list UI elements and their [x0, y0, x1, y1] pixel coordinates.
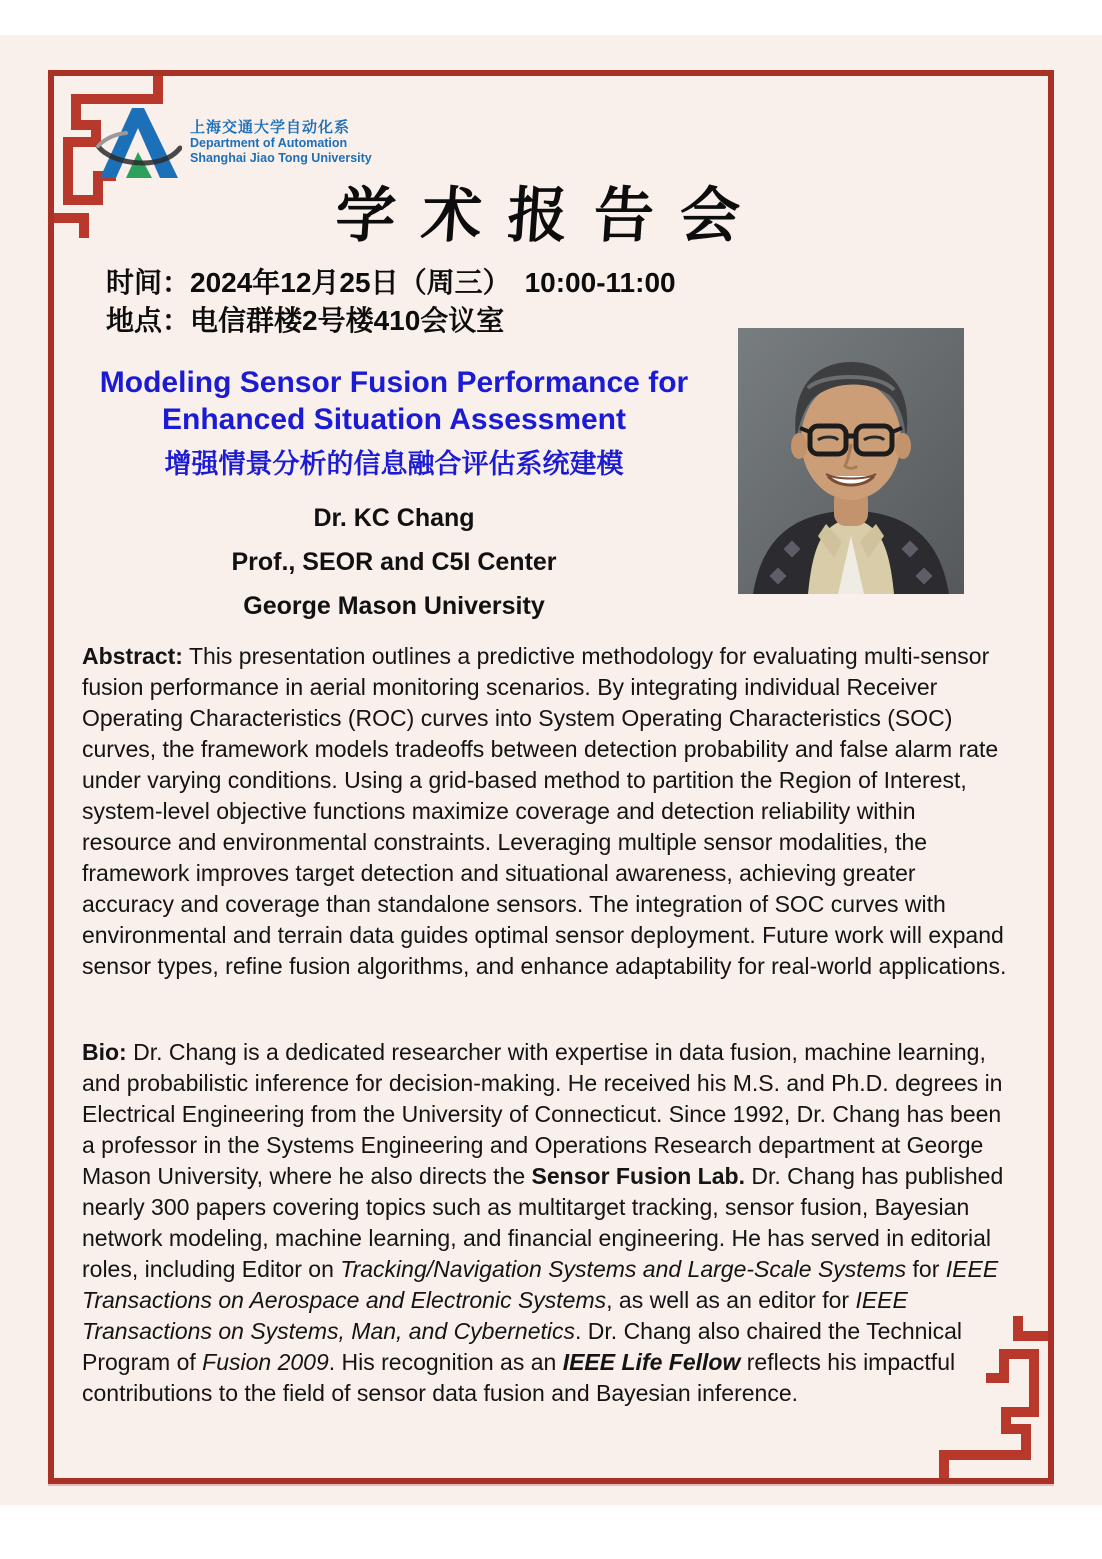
place-row: 地点：电信群楼2号楼410会议室 [106, 305, 505, 336]
talk-title-en-line2: Enhanced Situation Assessment [161, 403, 626, 436]
talk-title-cn: 增强情景分析的信息融合评估系统建模 [164, 449, 624, 479]
bio-paragraph: Bio: Dr. Chang is a dedicated researcher with expertise in data fusion, machine learning, and probabilistic inference for decision-making. He received his M.S. and Ph.D. degrees in Electrical Engineering from the University of Connecticut. Since 1992, Dr. Chang has been a professor in the Systems Engineering and Operations Research department at George Mason University, where he also directs the Sensor Fusion Lab. Dr. Chang has published nearly 300 papers covering topics such as multitarget tracking, sensor fusion, Bayesian network modeling, machine learning, and financial engineering. He has served in editorial roles, including Editor on Tracking/Navigation Systems and Large-Scale Systems for IEEE Transactions on Aerospace and Electronic Systems, as well as an editor for IEEE Transactions on Systems, Man, and Cybernetics. Dr. Chang also chaired the Technical Program of Fusion 2009. His recognition as an IEEE Life Fellow reflects his impactful contributions to the field of sensor data fusion and Bayesian inference. [82, 1039, 1004, 1406]
talk-header [64, 364, 724, 621]
logo-text-cn: 上海交通大学自动化系 [190, 119, 351, 136]
speaker-university: George Mason University [243, 592, 545, 620]
speaker-affiliation: Prof., SEOR and C5I Center [231, 548, 557, 576]
abstract-paragraph: Abstract: This presentation outlines a predictive methodology for evaluating multi-sensor fusion performance in aerial monitoring scenarios. By integrating individual Receiver Operating Characteristics (ROC) curves into System Operating Characteristics (SOC) curves, the framework models tradeoffs between detection probability and false alarm rate under varying conditions. Using a grid-based method to partition the Region of Interest, system-level objective functions maximize coverage and detection reliability within resource and environmental constraints. Leveraging multiple sensor modalities, the framework improves target detection and situational awareness, achieving greater accuracy and coverage than standalone sensors. The integration of SOC curves with environmental and terrain data guides optimal sensor deployment. Future work will expand sensor types, refine fusion algorithms, and enhance adaptability for real-world applications. [82, 643, 1007, 979]
speaker-name: Dr. KC Chang [313, 504, 475, 532]
talk-title-en-line1: Modeling Sensor Fusion Performance for [99, 366, 689, 399]
logo-text-en1: Department of Automation [190, 136, 348, 151]
poster-title: 学术报告会 [333, 181, 769, 251]
speaker-photo [738, 328, 964, 594]
event-meta [106, 264, 676, 340]
logo-text-en2: Shanghai Jiao Tong University [190, 150, 372, 165]
time-row: 时间：2024年12月25日（周三） 10:00-11:00 [106, 267, 676, 298]
